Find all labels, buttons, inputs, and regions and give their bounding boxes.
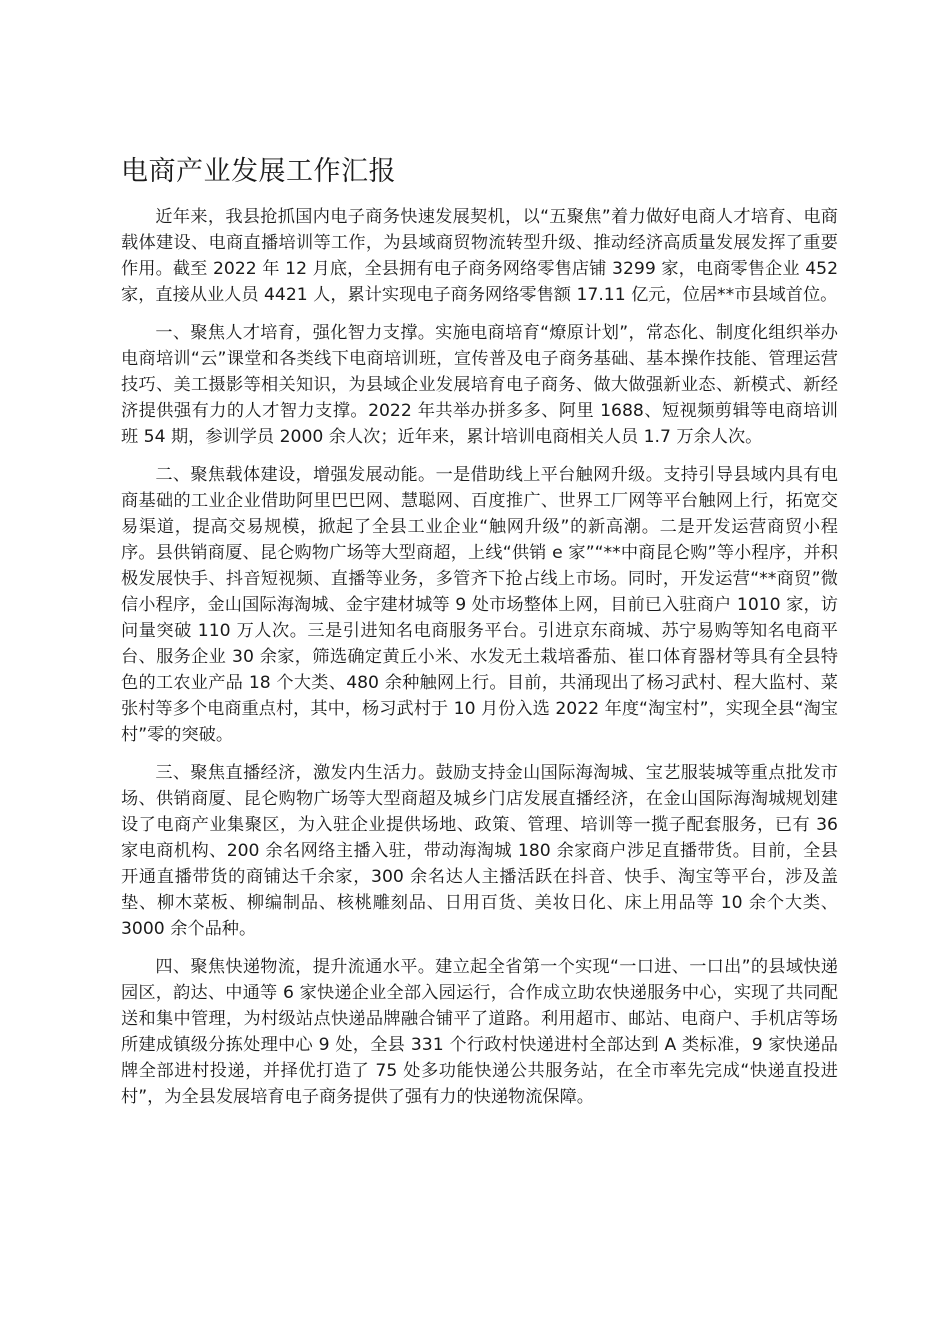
paragraph-carrier-construction: 二、聚焦载体建设，增强发展动能。一是借助线上平台触网升级。支持引导县域内具有电商基础的工业企业借助阿里巴巴网、慧聪网、百度推广、世界工厂网等平台触网上行，拓宽交易渠道，提高交易规模，掀起了全县工业企业“触网升级”的新高潮。二是开发运营商贸小程序。县供销商厦、昆仑购物广场等大型商超，上线“供销 e 家”“**中商昆仑购”等小程序，并积极发展快手、抖音短视频、直播等业务，多管齐下抢占线上市场。同时，开发运营“**商贸”微信小程序，金山国际海淘城、金宇建材城等 9 处市场整体上网，目前已入驻商户 1010 家，访问量突破 110 万人次。三是引进知名电商服务平台。引进京东商城、苏宁易购等知名电商平台、服务企业 30 余家，筛选确定黄丘小米、水发无土栽培番茄、崔口体育器材等具有全县特色的工农业产品 18 个大类、480 余种触网上行。目前，共涌现出了杨习武村、程大监村、菜张村等多个电商重点村，其中，杨习武村于 10 月份入选 2022 年度“淘宝村”，实现全县“淘宝村”零的突破。 (121, 465, 838, 745)
paragraph-live-streaming-economy: 三、聚焦直播经济，激发内生活力。鼓励支持金山国际海淘城、宝艺服装城等重点批发市场、供销商厦、昆仑购物广场等大型商超及城乡门店发展直播经济，在金山国际海淘城规划建设了电商产业集聚区，为入驻企业提供场地、政策、管理、培训等一揽子配套服务，已有 36 家电商机构、200 余名网络主播入驻，带动海淘城 180 余家商户涉足直播带货。目前，全县开通直播带货的商铺达千余家，300 余名达人主播活跃在抖音、快手、淘宝等平台，涉及盖垫、柳木菜板、柳编制品、核桃雕刻品、日用百货、美妆日化、床上用品等 10 余个大类、3000 余个品种。 (121, 763, 838, 939)
document-page (121, 150, 838, 1122)
document-title: 电商产业发展工作汇报 (121, 156, 396, 187)
paragraph-talent-cultivation: 一、聚焦人才培育，强化智力支撑。实施电商培育“燎原计划”，常态化、制度化组织举办电商培训“云”课堂和各类线下电商培训班，宣传普及电子商务基础、基本操作技能、管理运营技巧、美工摄影等相关知识，为县域企业发展培育电子商务、做大做强新业态、新模式、新经济提供强有力的人才智力支撑。2022 年共举办拼多多、阿里 1688、短视频剪辑等电商培训班 54 期，参训学员 2000 余人次；近年来，累计培训电商相关人员 1.7 万余人次。 (121, 323, 838, 447)
paragraph-intro: 近年来，我县抢抓国内电子商务快速发展契机，以“五聚焦”着力做好电商人才培育、电商载体建设、电商直播培训等工作，为县域商贸物流转型升级、推动经济高质量发展发挥了重要作用。截至 2022 年 12 月底，全县拥有电子商务网络零售店铺 3299 家，电商零售企业 452 家，直接从业人员 4421 人，累计实现电子商务网络零售额 17.11 亿元，位居**市县域首位。 (121, 207, 838, 305)
paragraph-express-logistics: 四、聚焦快递物流，提升流通水平。建立起全省第一个实现“一口进、一口出”的县域快递园区，韵达、中通等 6 家快递企业全部入园运行，合作成立助农快递服务中心，实现了共同配送和集中管理，为村级站点快递品牌融合铺平了道路。利用超市、邮站、电商户、手机店等场所建成镇级分拣处理中心 9 处，全县 331 个行政村快递进村全部达到 A 类标准，9 家快递品牌全部进村投递，并择优打造了 75 处多功能快递公共服务站，在全市率先完成“快递直投进村”，为全县发展培育电子商务提供了强有力的快递物流保障。 (121, 957, 838, 1107)
